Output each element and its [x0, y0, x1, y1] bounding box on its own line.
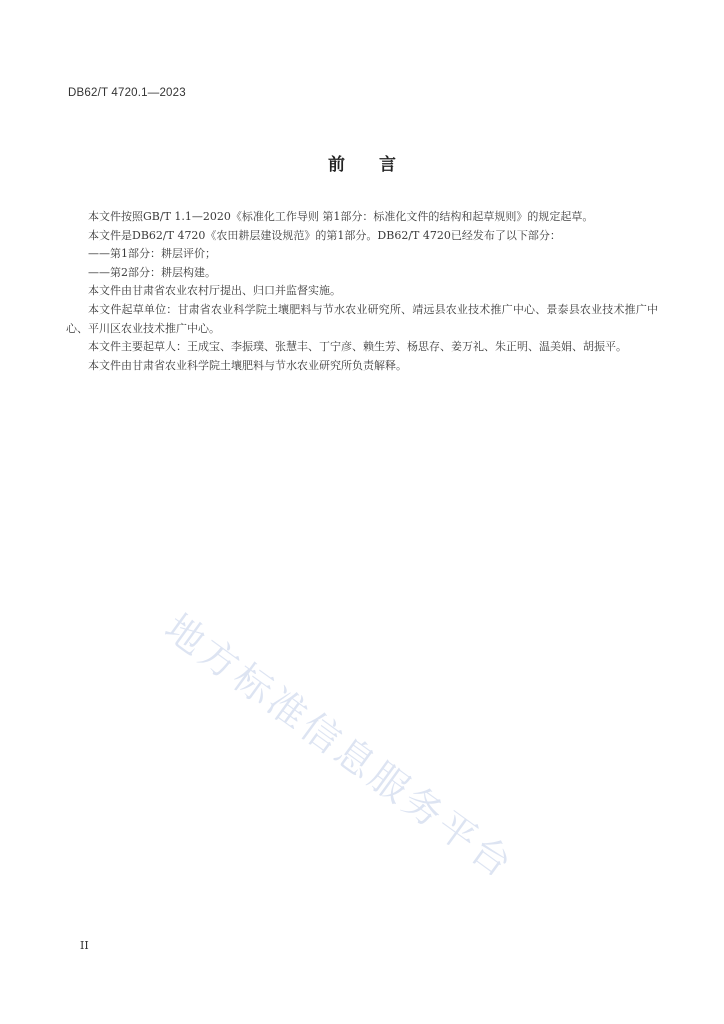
watermark: 地方标准信息服务平台 — [156, 605, 523, 888]
paragraph-interpretation: 本文件由甘肃省农业科学院土壤肥料与节水农业研究所负责解释。 — [88, 358, 407, 372]
paragraph-drafting-rules: 本文件按照GB/T 1.1—2020《标准化工作导则 第1部分：标准化文件的结构和起草规则》的规定起草。 — [88, 210, 594, 223]
page-title: 前言 — [328, 155, 430, 175]
list-item-part-2: ——第2部分：耕层构建。 — [88, 265, 216, 279]
foreword-body — [66, 208, 658, 375]
page-number: II — [80, 939, 89, 952]
document-code: DB62/T 4720.1—2023 — [68, 87, 186, 99]
paragraph-proposer: 本文件由甘肃省农业农村厅提出、归口并监督实施。 — [88, 284, 341, 298]
paragraph-series-intro: 本文件是DB62/T 4720《农田耕层建设规范》的第1部分。DB62/T 4720已经发布了以下部分： — [88, 228, 561, 242]
list-item-part-1: ——第1部分：耕层评价； — [88, 247, 216, 261]
paragraph-drafters: 本文件主要起草人：王成宝、李振璞、张慧丰、丁宁彦、赖生芳、杨思存、姜万礼、朱正明、温美娟、胡振平。 — [88, 340, 627, 354]
paragraph-drafting-units: 本文件起草单位：甘肃省农业科学院土壤肥料与节水农业研究所、靖远县农业技术推广中心、景泰县农业技术推广中心、平川区农业技术推广中心。 — [66, 302, 658, 335]
